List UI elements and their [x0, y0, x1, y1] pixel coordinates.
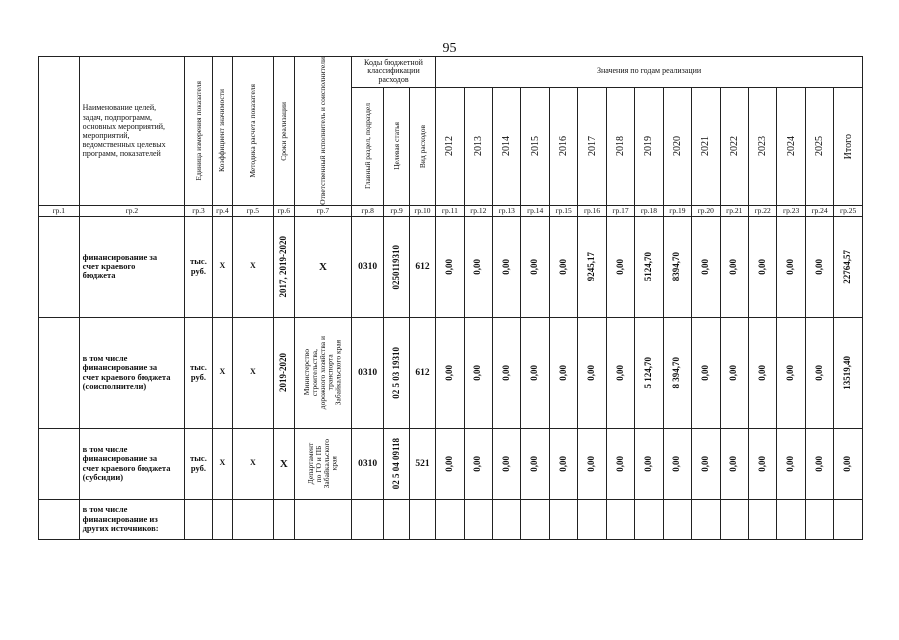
row-value: 8 394,70 [663, 317, 691, 428]
row-value: 0,00 [720, 216, 748, 317]
row-value: 0,00 [549, 216, 577, 317]
row-total: 22764,57 [834, 216, 863, 317]
row-coef: X [212, 428, 232, 499]
year-header-total: Итого [834, 87, 863, 205]
row-value: 0,00 [805, 428, 833, 499]
header-target-article: Целевая статья [384, 87, 409, 205]
year-header: 2014 [493, 87, 521, 205]
column-number: гр.16 [578, 205, 606, 216]
row-cell-empty [409, 499, 435, 539]
row-cell-empty [777, 499, 805, 539]
row-value: 0,00 [521, 216, 549, 317]
column-number: гр.9 [384, 205, 409, 216]
year-header: 2020 [663, 87, 691, 205]
row-section: 0310 [351, 428, 384, 499]
row-value: 0,00 [777, 317, 805, 428]
column-number: гр.8 [351, 205, 384, 216]
row-value: 0,00 [436, 428, 464, 499]
header-main-section: Главный раздел, подраздел [351, 87, 384, 205]
row-value: 0,00 [663, 428, 691, 499]
row-executor: X [294, 216, 351, 317]
row-name: финансирование за счет краевого бюджета [79, 216, 185, 317]
column-number: гр.13 [493, 205, 521, 216]
page-number: 95 [442, 41, 457, 56]
row-value: 0,00 [578, 428, 606, 499]
column-number: гр.3 [185, 205, 212, 216]
row-cell-empty [39, 428, 80, 499]
row-cell-empty [663, 499, 691, 539]
year-header: 2012 [436, 87, 464, 205]
row-cell-empty [748, 499, 776, 539]
column-number: гр.17 [606, 205, 634, 216]
row-value: 0,00 [635, 428, 663, 499]
row-section: 0310 [351, 317, 384, 428]
column-number: гр.10 [409, 205, 435, 216]
column-number: гр.6 [273, 205, 294, 216]
row-name: в том числе финансирование за счет краевого бюджета (субсидии) [79, 428, 185, 499]
row-coef: X [212, 317, 232, 428]
row-executor: Департамент по ГО и ПБ Забайкальского края [294, 428, 351, 499]
row-value: 0,00 [692, 216, 720, 317]
year-header: 2017 [578, 87, 606, 205]
row-total: 13519,40 [834, 317, 863, 428]
row-value: 0,00 [464, 216, 492, 317]
row-value: 0,00 [606, 216, 634, 317]
row-expense: 612 [409, 216, 435, 317]
year-header: 2013 [464, 87, 492, 205]
row-value: 0,00 [606, 317, 634, 428]
row-method: X [233, 216, 274, 317]
row-value: 8394,70 [663, 216, 691, 317]
row-value: 0,00 [606, 428, 634, 499]
row-article: 02 5 04 09118 [384, 428, 409, 499]
year-header: 2016 [549, 87, 577, 205]
header-row-top [39, 57, 863, 88]
row-value: 9245,17 [578, 216, 606, 317]
row-cell-empty [635, 499, 663, 539]
row-cell-empty [39, 499, 80, 539]
row-article: 02 5 03 19310 [384, 317, 409, 428]
row-total: 0,00 [834, 428, 863, 499]
column-number: гр.14 [521, 205, 549, 216]
row-cell-empty [464, 499, 492, 539]
row-cell-empty [834, 499, 863, 539]
row-value: 0,00 [493, 317, 521, 428]
header-method: Методика расчета показателя [233, 57, 274, 206]
row-unit: тыс. руб. [185, 216, 212, 317]
column-number: гр.21 [720, 205, 748, 216]
row-cell-empty [606, 499, 634, 539]
row-value: 0,00 [805, 216, 833, 317]
column-number: гр.11 [436, 205, 464, 216]
row-value: 0,00 [578, 317, 606, 428]
row-cell-empty [294, 499, 351, 539]
row-method: X [233, 428, 274, 499]
row-terms: 2019-2020 [273, 317, 294, 428]
row-value: 0,00 [549, 428, 577, 499]
header-unit: Единица измерения показателя [185, 57, 212, 206]
row-cell-empty [39, 317, 80, 428]
row-cell-empty [805, 499, 833, 539]
column-number: гр.12 [464, 205, 492, 216]
row-section: 0310 [351, 216, 384, 317]
row-method: X [233, 317, 274, 428]
year-header: 2022 [720, 87, 748, 205]
row-value: 0,00 [464, 428, 492, 499]
column-number: гр.4 [212, 205, 232, 216]
column-numbers-row [39, 205, 863, 216]
table-row [39, 317, 863, 428]
row-cell-empty [351, 499, 384, 539]
year-header: 2021 [692, 87, 720, 205]
row-value: 0,00 [777, 428, 805, 499]
row-value: 0,00 [692, 317, 720, 428]
row-expense: 521 [409, 428, 435, 499]
row-value: 0,00 [748, 428, 776, 499]
row-cell-empty [720, 499, 748, 539]
table-row [39, 428, 863, 499]
row-value: 0,00 [493, 428, 521, 499]
year-header: 2019 [635, 87, 663, 205]
column-number: гр.24 [805, 205, 833, 216]
row-value: 0,00 [493, 216, 521, 317]
table-row [39, 216, 863, 317]
column-number: гр.5 [233, 205, 274, 216]
row-value: 5 124,70 [635, 317, 663, 428]
header-name: Наименование целей, задач, подпрограмм, основных мероприятий, мероприятий, ведомственных целевых программ, показателей [79, 57, 185, 206]
row-cell-empty [384, 499, 409, 539]
row-unit: тыс. руб. [185, 317, 212, 428]
row-cell-empty [436, 499, 464, 539]
row-value: 0,00 [464, 317, 492, 428]
row-executor: Министерство строительства, дорожного хозяйства и транспорта Забайкальского края [294, 317, 351, 428]
column-number: гр.7 [294, 205, 351, 216]
row-value: 0,00 [436, 216, 464, 317]
row-expense: 612 [409, 317, 435, 428]
row-cell-empty [692, 499, 720, 539]
header-values-by-year: Значения по годам реализации [436, 57, 863, 88]
header-expense-type: Вид расходов [409, 87, 435, 205]
column-number: гр.18 [635, 205, 663, 216]
year-header: 2024 [777, 87, 805, 205]
row-value: 0,00 [436, 317, 464, 428]
row-cell-empty [233, 499, 274, 539]
row-cell-empty [549, 499, 577, 539]
row-value: 0,00 [748, 317, 776, 428]
header-terms: Сроки реализации [273, 57, 294, 206]
year-header: 2018 [606, 87, 634, 205]
row-cell-empty [578, 499, 606, 539]
row-name: в том числе финансирование за счет краевого бюджета (соисполнители) [79, 317, 185, 428]
column-number: гр.1 [39, 205, 80, 216]
row-value: 0,00 [521, 317, 549, 428]
row-value: 0,00 [692, 428, 720, 499]
header-executor: Ответственный исполнитель и соисполнители [294, 57, 351, 206]
row-name: в том числе финансирование из других источников: [79, 499, 185, 539]
table-row [39, 499, 863, 539]
column-number: гр.23 [777, 205, 805, 216]
row-value: 0,00 [521, 428, 549, 499]
budget-table [38, 56, 863, 540]
row-cell-empty [273, 499, 294, 539]
row-value: 5124,70 [635, 216, 663, 317]
year-header: 2025 [805, 87, 833, 205]
header-coef: Коэффициент значимости [212, 57, 232, 206]
row-cell-empty [521, 499, 549, 539]
row-value: 0,00 [720, 428, 748, 499]
row-value: 0,00 [777, 216, 805, 317]
column-number: гр.15 [549, 205, 577, 216]
row-value: 0,00 [748, 216, 776, 317]
column-number: гр.22 [748, 205, 776, 216]
year-header: 2023 [748, 87, 776, 205]
row-unit: тыс. руб. [185, 428, 212, 499]
row-value: 0,00 [720, 317, 748, 428]
row-article: 0250119310 [384, 216, 409, 317]
row-cell-empty [185, 499, 212, 539]
row-cell-empty [493, 499, 521, 539]
header-budget-codes: Коды бюджетной классификации расходов [351, 57, 435, 88]
row-value: 0,00 [805, 317, 833, 428]
row-cell-empty [212, 499, 232, 539]
row-terms: X [273, 428, 294, 499]
row-value: 0,00 [549, 317, 577, 428]
column-number: гр.2 [79, 205, 185, 216]
header-col1 [39, 57, 80, 206]
column-number: гр.25 [834, 205, 863, 216]
row-cell-empty [39, 216, 80, 317]
column-number: гр.20 [692, 205, 720, 216]
row-coef: X [212, 216, 232, 317]
column-number: гр.19 [663, 205, 691, 216]
row-terms: 2017, 2019-2020 [273, 216, 294, 317]
year-header: 2015 [521, 87, 549, 205]
